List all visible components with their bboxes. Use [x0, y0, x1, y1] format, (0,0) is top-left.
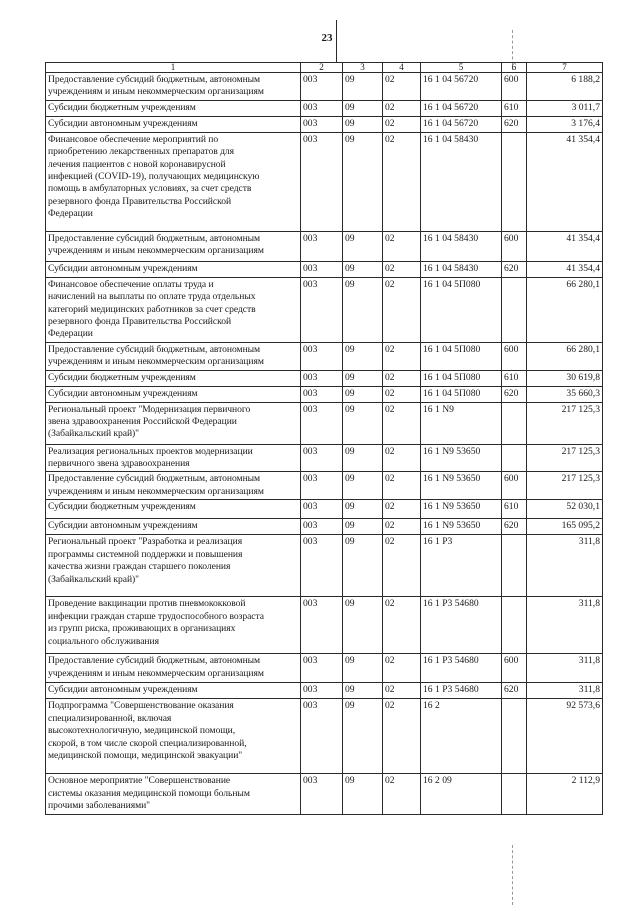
cell-target-item-code: 16 1 P3 54680 [421, 683, 502, 699]
cell-expense-type-code: 620 [502, 386, 527, 402]
row-name: Предоставление субсидий бюджетным, автономным учреждениям и иным некоммерческим организациям [46, 654, 301, 683]
cell-subsection-code: 02 [383, 132, 421, 231]
cell-ministry-code: 003 [301, 519, 343, 535]
cell-amount: 66 280,1 [527, 277, 603, 342]
table-row [46, 444, 603, 472]
cell-subsection-code: 02 [383, 597, 421, 654]
cell-subsection-code: 02 [383, 342, 421, 370]
table-row [46, 132, 603, 231]
cell-target-item-code: 16 1 N9 [421, 402, 502, 444]
cell-ministry-code: 003 [301, 699, 343, 774]
cell-expense-type-code: 620 [502, 261, 527, 277]
cell-section-code: 09 [343, 132, 383, 231]
cell-expense-type-code [502, 132, 527, 231]
row-name: Предоставление субсидий бюджетным, автономным учреждениям и иным некоммерческим организациям [46, 472, 301, 500]
cell-ministry-code: 003 [301, 597, 343, 654]
cell-target-item-code: 16 1 04 56720 [421, 100, 502, 116]
table-row [46, 402, 603, 444]
cell-section-code: 09 [343, 535, 383, 597]
cell-target-item-code: 16 1 N9 53650 [421, 444, 502, 472]
cell-subsection-code: 02 [383, 402, 421, 444]
column-header: 4 [383, 63, 421, 73]
cell-subsection-code: 02 [383, 654, 421, 683]
table-row [46, 277, 603, 342]
cell-expense-type-code [502, 277, 527, 342]
cell-ministry-code: 003 [301, 342, 343, 370]
cell-subsection-code: 02 [383, 444, 421, 472]
cell-ministry-code: 003 [301, 654, 343, 683]
cell-subsection-code: 02 [383, 231, 421, 261]
cell-amount: 2 112,9 [527, 774, 603, 814]
column-header: 3 [343, 63, 383, 73]
cell-section-code: 09 [343, 116, 383, 132]
cell-amount: 41 354,4 [527, 132, 603, 231]
row-name: Субсидии автономным учреждениям [46, 261, 301, 277]
scan-artifact-line [336, 20, 337, 62]
column-header: 2 [301, 63, 343, 73]
table-row [46, 535, 603, 597]
cell-expense-type-code [502, 699, 527, 774]
cell-target-item-code: 16 1 04 56720 [421, 116, 502, 132]
cell-amount: 52 030,1 [527, 500, 603, 519]
table-row [46, 116, 603, 132]
cell-ministry-code: 003 [301, 73, 343, 101]
cell-ministry-code: 003 [301, 277, 343, 342]
cell-section-code: 09 [343, 654, 383, 683]
cell-amount: 3 011,7 [527, 100, 603, 116]
cell-expense-type-code: 600 [502, 342, 527, 370]
table-row [46, 342, 603, 370]
table-row [46, 699, 603, 774]
cell-subsection-code: 02 [383, 472, 421, 500]
cell-section-code: 09 [343, 699, 383, 774]
row-name: Предоставление субсидий бюджетным, автономным учреждениям и иным некоммерческим организациям [46, 342, 301, 370]
cell-target-item-code: 16 1 04 5П080 [421, 370, 502, 386]
cell-subsection-code: 02 [383, 519, 421, 535]
cell-section-code: 09 [343, 231, 383, 261]
cell-amount: 311,8 [527, 683, 603, 699]
cell-expense-type-code: 600 [502, 472, 527, 500]
table-row [46, 472, 603, 500]
budget-table [45, 62, 603, 815]
cell-expense-type-code [502, 597, 527, 654]
cell-ministry-code: 003 [301, 535, 343, 597]
row-name: Субсидии бюджетным учреждениям [46, 100, 301, 116]
cell-section-code: 09 [343, 519, 383, 535]
cell-target-item-code: 16 1 04 58430 [421, 132, 502, 231]
cell-ministry-code: 003 [301, 774, 343, 814]
cell-section-code: 09 [343, 402, 383, 444]
cell-section-code: 09 [343, 261, 383, 277]
row-name: Региональный проект "Модернизация первичного звена здравоохранения Российской Федерации (Забайкальский край)" [46, 402, 301, 444]
row-name: Основное мероприятие "Совершенствование системы оказания медицинской помощи больным прочими заболеваниями" [46, 774, 301, 814]
cell-expense-type-code: 610 [502, 100, 527, 116]
cell-subsection-code: 02 [383, 73, 421, 101]
row-name: Предоставление субсидий бюджетным, автономным учреждениям и иным некоммерческим организациям [46, 73, 301, 101]
cell-ministry-code: 003 [301, 386, 343, 402]
cell-amount: 3 176,4 [527, 116, 603, 132]
cell-amount: 41 354,4 [527, 231, 603, 261]
cell-amount: 217 125,3 [527, 472, 603, 500]
cell-expense-type-code: 620 [502, 683, 527, 699]
cell-target-item-code: 16 1 04 58430 [421, 261, 502, 277]
cell-expense-type-code [502, 402, 527, 444]
row-name: Предоставление субсидий бюджетным, автономным учреждениям и иным некоммерческим организациям [46, 231, 301, 261]
cell-target-item-code: 16 1 04 5П080 [421, 386, 502, 402]
cell-ministry-code: 003 [301, 444, 343, 472]
cell-amount: 311,8 [527, 654, 603, 683]
cell-target-item-code: 16 1 04 56720 [421, 73, 502, 101]
scan-artifact-dash [512, 845, 513, 905]
cell-expense-type-code: 600 [502, 73, 527, 101]
cell-subsection-code: 02 [383, 261, 421, 277]
cell-target-item-code: 16 1 04 5П080 [421, 342, 502, 370]
cell-target-item-code: 16 1 04 58430 [421, 231, 502, 261]
cell-target-item-code: 16 2 09 [421, 774, 502, 814]
cell-section-code: 09 [343, 370, 383, 386]
cell-ministry-code: 003 [301, 261, 343, 277]
table-row [46, 774, 603, 814]
table-row [46, 386, 603, 402]
cell-expense-type-code: 610 [502, 370, 527, 386]
table-row [46, 500, 603, 519]
cell-amount: 217 125,3 [527, 444, 603, 472]
row-name: Реализация региональных проектов модернизации первичного звена здравоохранения [46, 444, 301, 472]
cell-ministry-code: 003 [301, 472, 343, 500]
cell-target-item-code: 16 1 04 5П080 [421, 277, 502, 342]
cell-subsection-code: 02 [383, 386, 421, 402]
table-row [46, 100, 603, 116]
column-header: 7 [527, 63, 603, 73]
cell-ministry-code: 003 [301, 231, 343, 261]
cell-ministry-code: 003 [301, 500, 343, 519]
cell-target-item-code: 16 1 P3 [421, 535, 502, 597]
cell-amount: 165 095,2 [527, 519, 603, 535]
row-name: Региональный проект "Разработка и реализация программы системной поддержки и повышения качества жизни граждан старшего поколения (Забайкальский край)" [46, 535, 301, 597]
cell-subsection-code: 02 [383, 699, 421, 774]
cell-section-code: 09 [343, 774, 383, 814]
cell-subsection-code: 02 [383, 277, 421, 342]
cell-section-code: 09 [343, 342, 383, 370]
cell-amount: 41 354,4 [527, 261, 603, 277]
row-name: Субсидии бюджетным учреждениям [46, 370, 301, 386]
row-name: Финансовое обеспечение оплаты труда и начислений на выплаты по оплате труда отдельных категорий медицинских работников за счет средств резервного фонда Правительства Российской Федерации [46, 277, 301, 342]
cell-subsection-code: 02 [383, 100, 421, 116]
table-row [46, 597, 603, 654]
cell-target-item-code: 16 1 P3 54680 [421, 654, 502, 683]
cell-target-item-code: 16 1 N9 53650 [421, 500, 502, 519]
cell-amount: 30 619,8 [527, 370, 603, 386]
cell-subsection-code: 02 [383, 774, 421, 814]
table-header-row [46, 63, 603, 73]
table-row [46, 370, 603, 386]
cell-section-code: 09 [343, 73, 383, 101]
table-row [46, 654, 603, 683]
row-name: Проведение вакцинации против пневмококковой инфекции граждан старше трудоспособного возраста из групп риска, проживающих в организациях социального обслуживания [46, 597, 301, 654]
cell-amount: 6 188,2 [527, 73, 603, 101]
cell-target-item-code: 16 1 P3 54680 [421, 597, 502, 654]
cell-expense-type-code: 610 [502, 500, 527, 519]
table-row [46, 261, 603, 277]
cell-amount: 217 125,3 [527, 402, 603, 444]
cell-section-code: 09 [343, 500, 383, 519]
cell-amount: 35 660,3 [527, 386, 603, 402]
page-number: 23 [321, 32, 333, 44]
column-header: 5 [421, 63, 502, 73]
cell-ministry-code: 003 [301, 132, 343, 231]
cell-ministry-code: 003 [301, 370, 343, 386]
cell-section-code: 09 [343, 386, 383, 402]
cell-section-code: 09 [343, 444, 383, 472]
cell-expense-type-code: 600 [502, 231, 527, 261]
cell-subsection-code: 02 [383, 500, 421, 519]
cell-expense-type-code: 600 [502, 654, 527, 683]
row-name: Субсидии бюджетным учреждениям [46, 500, 301, 519]
row-name: Субсидии автономным учреждениям [46, 386, 301, 402]
cell-section-code: 09 [343, 597, 383, 654]
cell-amount: 311,8 [527, 597, 603, 654]
cell-target-item-code: 16 1 N9 53650 [421, 519, 502, 535]
cell-amount: 92 573,6 [527, 699, 603, 774]
table-row [46, 73, 603, 101]
cell-expense-type-code [502, 535, 527, 597]
row-name: Субсидии автономным учреждениям [46, 116, 301, 132]
row-name: Подпрограмма "Совершенствование оказания специализированной, включая высокотехнологичную, медицинской помощи, скорой, в том числе скорой специализированной, медицинской помощи, медицинской эвакуации" [46, 699, 301, 774]
row-name: Финансовое обеспечение мероприятий по приобретению лекарственных препаратов для лечения пациентов с новой коронавирусной инфекцией (COVID-19), получающих медицинскую помощь в амбулаторных условиях, за счет средств резервного фонда Правительства Российской Федерации [46, 132, 301, 231]
table-row [46, 683, 603, 699]
cell-section-code: 09 [343, 683, 383, 699]
cell-subsection-code: 02 [383, 683, 421, 699]
row-name: Субсидии автономным учреждениям [46, 683, 301, 699]
cell-amount: 66 280,1 [527, 342, 603, 370]
row-name: Субсидии автономным учреждениям [46, 519, 301, 535]
table-row [46, 519, 603, 535]
cell-ministry-code: 003 [301, 100, 343, 116]
table-row [46, 231, 603, 261]
cell-section-code: 09 [343, 472, 383, 500]
cell-expense-type-code [502, 444, 527, 472]
cell-target-item-code: 16 2 [421, 699, 502, 774]
cell-amount: 311,8 [527, 535, 603, 597]
cell-section-code: 09 [343, 100, 383, 116]
column-header: 1 [46, 63, 301, 73]
cell-subsection-code: 02 [383, 116, 421, 132]
cell-subsection-code: 02 [383, 535, 421, 597]
cell-ministry-code: 003 [301, 683, 343, 699]
cell-ministry-code: 003 [301, 116, 343, 132]
cell-section-code: 09 [343, 277, 383, 342]
cell-expense-type-code [502, 774, 527, 814]
cell-ministry-code: 003 [301, 402, 343, 444]
column-header: 6 [502, 63, 527, 73]
cell-expense-type-code: 620 [502, 116, 527, 132]
cell-subsection-code: 02 [383, 370, 421, 386]
cell-expense-type-code: 620 [502, 519, 527, 535]
cell-target-item-code: 16 1 N9 53650 [421, 472, 502, 500]
